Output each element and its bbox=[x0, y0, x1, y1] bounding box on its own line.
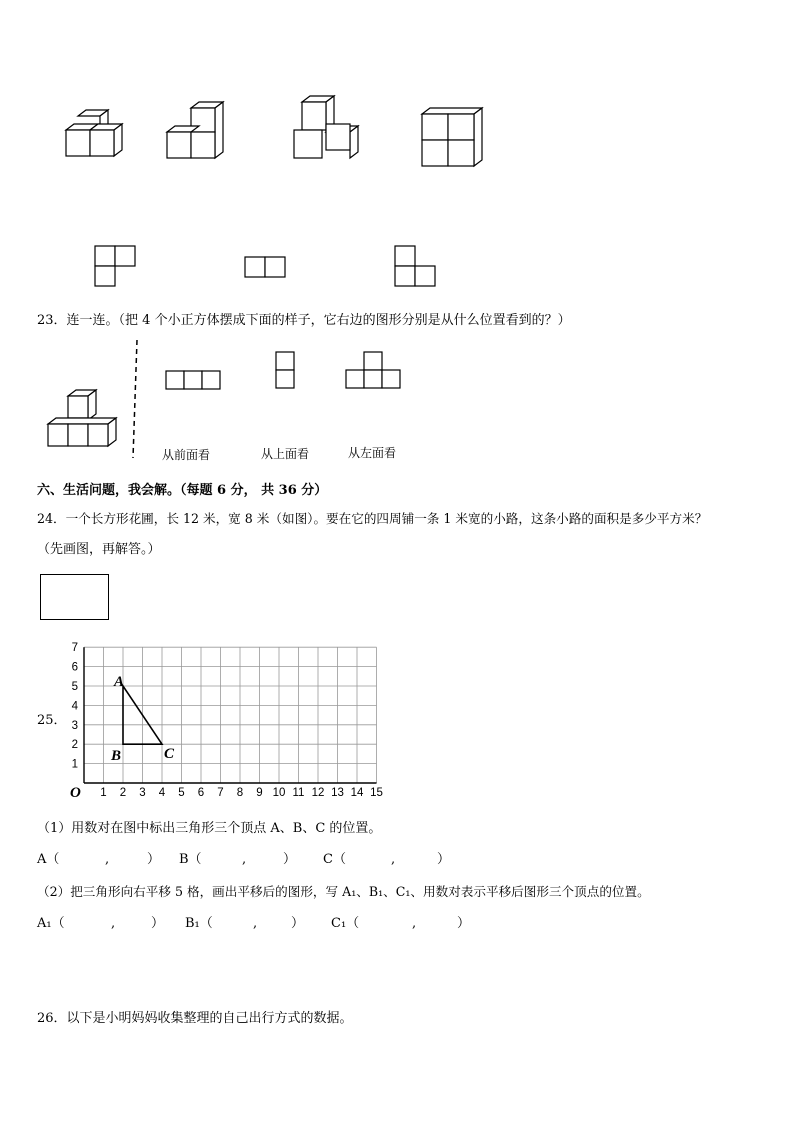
origin-label: O bbox=[70, 785, 81, 801]
answer-a-comma: , bbox=[105, 852, 110, 867]
answer-row-2 bbox=[37, 916, 477, 932]
answer-b1-close: ） bbox=[291, 916, 305, 931]
q23-instruction: 连一连。（把 4 个小正方体摆成下面的样子，它右边的图形分别是从什么位置看到的？） bbox=[66, 313, 571, 328]
q23-view-left bbox=[345, 351, 403, 389]
y-tick-label: 6 bbox=[71, 661, 78, 674]
view-shape-1 bbox=[94, 245, 136, 287]
answer-row-1 bbox=[37, 852, 457, 868]
q23-number: 23． bbox=[37, 313, 67, 328]
x-tick-label: 12 bbox=[311, 787, 325, 799]
cube-figure-4 bbox=[420, 104, 485, 170]
y-tick-label: 2 bbox=[71, 739, 78, 752]
answer-a-open: A（ bbox=[37, 852, 60, 867]
cube-figure-3 bbox=[292, 94, 364, 164]
cube-figure-1 bbox=[60, 110, 130, 160]
view-label-top: 从上面看 bbox=[261, 447, 310, 461]
answer-c-close: ） bbox=[437, 852, 451, 867]
q24-line1: 24．一个长方形花圃，长 12 米，宽 8 米（如图）。要在它的四周铺一条 1 米宽的小路，这条小路的面积是多少平方米？ bbox=[37, 511, 708, 526]
q23-view-top bbox=[275, 351, 295, 389]
answer-a1-close: ） bbox=[151, 916, 165, 931]
view-label-left: 从左面看 bbox=[348, 446, 397, 460]
view-label-front: 从前面看 bbox=[162, 448, 211, 462]
q25-part2: （2）把三角形向右平移 5 格，画出平移后的图形，写 A₁、B₁、C₁、用数对表示平移后图形三个顶点的位置。 bbox=[37, 884, 650, 899]
x-tick-label: 7 bbox=[217, 787, 224, 799]
y-tick-label: 7 bbox=[71, 642, 78, 655]
x-tick-label: 1 bbox=[100, 787, 107, 799]
answer-b-close: ） bbox=[283, 852, 297, 867]
q24-line2: （先画图，再解答。） bbox=[37, 542, 161, 557]
answer-c-open: C（ bbox=[323, 852, 346, 867]
x-tick-label: 5 bbox=[178, 787, 185, 799]
dashed-divider bbox=[132, 340, 142, 460]
vertex-label-b: B bbox=[111, 748, 122, 765]
q25-number: 25． bbox=[37, 713, 67, 728]
answer-b1-open: B₁（ bbox=[185, 916, 213, 931]
answer-c1-close: ） bbox=[457, 916, 471, 931]
x-tick-label: 2 bbox=[119, 787, 127, 799]
answer-c-comma: , bbox=[391, 852, 396, 867]
garden-rectangle bbox=[40, 574, 109, 620]
y-tick-label: 1 bbox=[71, 758, 78, 771]
answer-a1-open: A₁（ bbox=[37, 916, 65, 931]
q23-question bbox=[37, 313, 571, 329]
y-tick-label: 4 bbox=[71, 700, 78, 713]
view-shape-3 bbox=[394, 245, 436, 287]
x-tick-label: 14 bbox=[350, 787, 364, 799]
x-tick-label: 10 bbox=[272, 787, 286, 799]
answer-c1-open: C₁（ bbox=[331, 916, 360, 931]
answer-c1-comma: , bbox=[412, 916, 417, 931]
x-tick-label: 4 bbox=[158, 787, 166, 799]
vertex-label-c: C bbox=[164, 746, 175, 763]
q26-text: 26．以下是小明妈妈收集整理的自己出行方式的数据。 bbox=[37, 1011, 353, 1026]
q23-view-front bbox=[165, 370, 223, 390]
x-tick-label: 8 bbox=[236, 787, 244, 799]
section-title: 六、生活问题，我会解。（每题 6 分， 共 36 分） bbox=[37, 483, 328, 498]
answer-b1-comma: , bbox=[253, 916, 258, 931]
answer-b-open: B（ bbox=[179, 852, 202, 867]
coordinate-grid bbox=[64, 640, 394, 805]
y-tick-label: 5 bbox=[71, 681, 78, 693]
x-tick-label: 6 bbox=[197, 787, 205, 799]
x-tick-label: 15 bbox=[370, 787, 383, 799]
x-tick-label: 13 bbox=[331, 787, 344, 799]
view-shape-2 bbox=[244, 256, 286, 278]
cube-figure-2 bbox=[165, 100, 235, 162]
x-tick-label: 11 bbox=[292, 787, 305, 799]
q23-cube-figure bbox=[44, 382, 126, 450]
vertex-label-a: A bbox=[114, 674, 125, 690]
x-tick-label: 3 bbox=[139, 787, 146, 799]
answer-a1-comma: , bbox=[111, 916, 116, 931]
x-tick-label: 9 bbox=[256, 787, 263, 799]
y-tick-label: 3 bbox=[71, 719, 78, 732]
answer-b-comma: , bbox=[242, 852, 247, 867]
answer-a-close: ） bbox=[147, 852, 161, 867]
q25-part1: （1）用数对在图中标出三角形三个顶点 A、B、C 的位置。 bbox=[37, 821, 382, 836]
